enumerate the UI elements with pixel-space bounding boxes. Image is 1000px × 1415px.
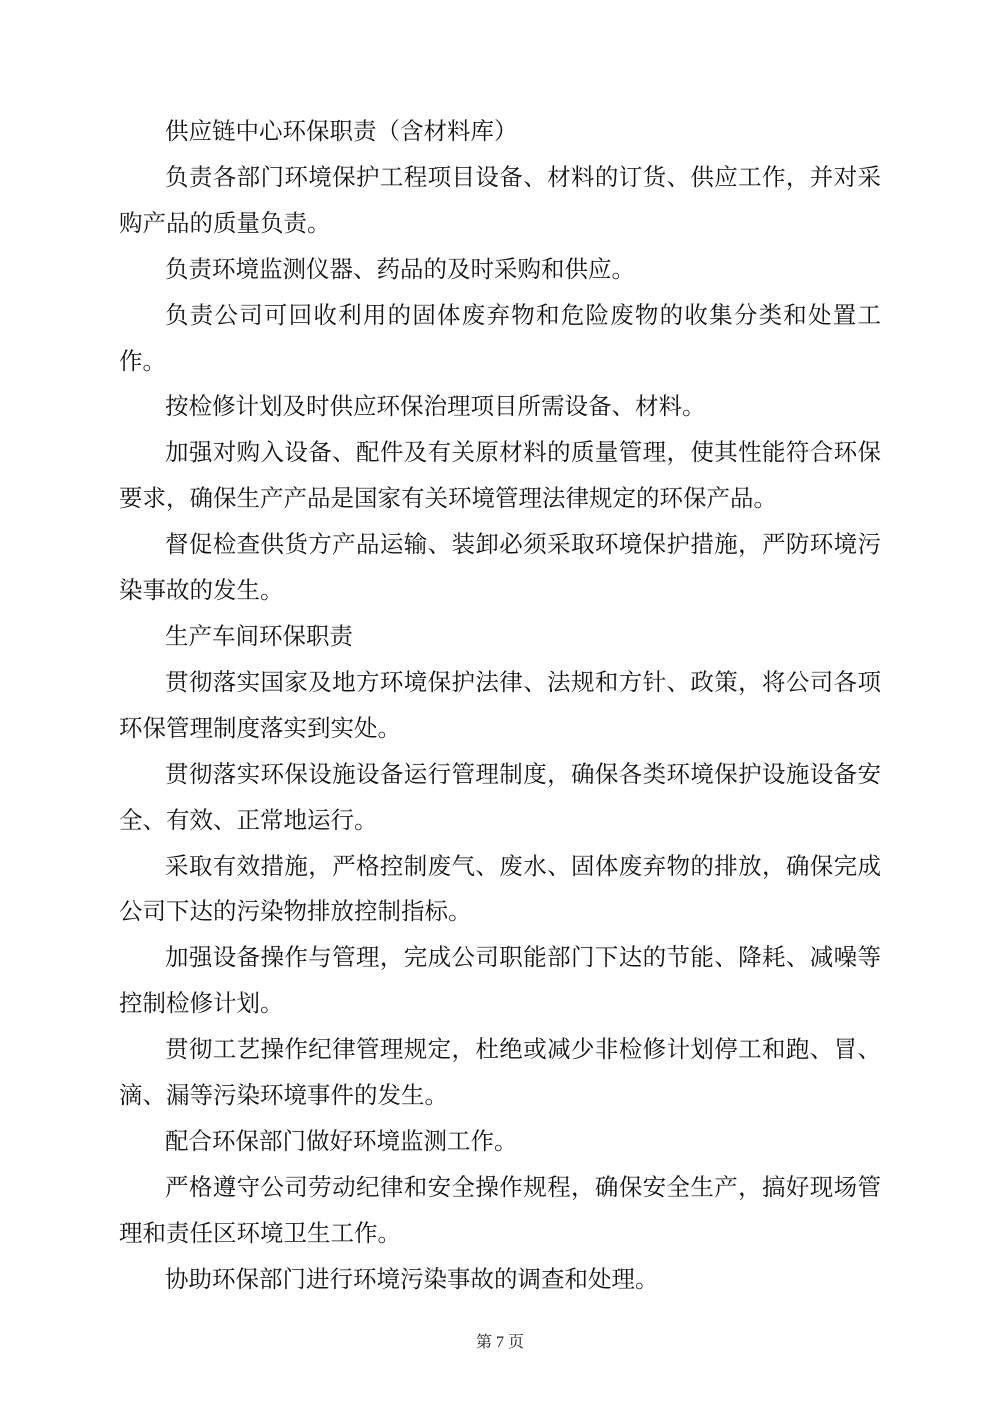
text-line: 全、有效、正常地运行。 [119, 807, 378, 834]
body-paragraph [119, 523, 881, 615]
body-paragraph [119, 248, 881, 294]
text-line: 负责公司可回收利用的固体废弃物和危险废物的收集分类和处置工 [165, 302, 881, 329]
text-line: 滴、漏等污染环境事件的发生。 [119, 1083, 448, 1110]
body-paragraph [119, 753, 881, 845]
body-paragraph [119, 294, 881, 386]
page-number: 第 7 页 [475, 1334, 524, 1351]
body-paragraph [119, 661, 881, 753]
text-line: 负责各部门环境保护工程项目设备、材料的订货、供应工作，并对采 [165, 164, 881, 191]
section-heading [119, 110, 881, 156]
body-paragraph [119, 431, 881, 523]
text-line: 环保管理制度落实到实处。 [119, 715, 401, 742]
body-paragraph [119, 845, 881, 937]
text-line: 加强设备操作与管理，完成公司职能部门下达的节能、降耗、减噪等 [165, 945, 881, 972]
document-body [119, 110, 881, 1304]
text-line: 按检修计划及时供应环保治理项目所需设备、材料。 [165, 394, 706, 421]
text-line: 公司下达的污染物排放控制指标。 [119, 899, 472, 926]
text-line: 贯彻落实国家及地方环境保护法律、法规和方针、政策，将公司各项 [165, 669, 881, 696]
body-paragraph [119, 385, 881, 431]
body-paragraph [119, 936, 881, 1028]
text-line: 贯彻工艺操作纪律管理规定，杜绝或减少非检修计划停工和跑、冒、 [165, 1037, 881, 1064]
page-footer [0, 1330, 1000, 1356]
body-paragraph [119, 1258, 881, 1304]
text-line: 贯彻落实环保设施设备运行管理制度，确保各类环境保护设施设备安 [165, 761, 881, 788]
body-paragraph [119, 1120, 881, 1166]
text-line: 购产品的质量负责。 [119, 210, 331, 237]
text-line: 严格遵守公司劳动纪律和安全操作规程，确保安全生产，搞好现场管 [165, 1174, 881, 1201]
text-line: 控制检修计划。 [119, 991, 284, 1018]
section-heading [119, 615, 881, 661]
text-line: 协助环保部门进行环境污染事故的调查和处理。 [165, 1266, 659, 1293]
text-line: 配合环保部门做好环境监测工作。 [165, 1128, 518, 1155]
body-paragraph [119, 156, 881, 248]
body-paragraph [119, 1028, 881, 1120]
text-line: 作。 [119, 348, 166, 375]
text-line: 理和责任区环境卫生工作。 [119, 1220, 401, 1247]
text-line: 采取有效措施，严格控制废气、废水、固体废弃物的排放，确保完成 [165, 853, 881, 880]
text-line: 染事故的发生。 [119, 578, 284, 605]
text-line: 加强对购入设备、配件及有关原材料的质量管理，使其性能符合环保 [165, 440, 881, 467]
text-line: 要求，确保生产产品是国家有关环境管理法律规定的环保产品。 [119, 486, 777, 513]
text-line: 督促检查供货方产品运输、装卸必须采取环境保护措施，严防环境污 [165, 532, 881, 559]
text-line: 供应链中心环保职责（含材料库） [165, 119, 518, 145]
text-line: 负责环境监测仪器、药品的及时采购和供应。 [165, 256, 635, 283]
text-line: 生产车间环保职责 [165, 623, 353, 650]
body-paragraph [119, 1166, 881, 1258]
